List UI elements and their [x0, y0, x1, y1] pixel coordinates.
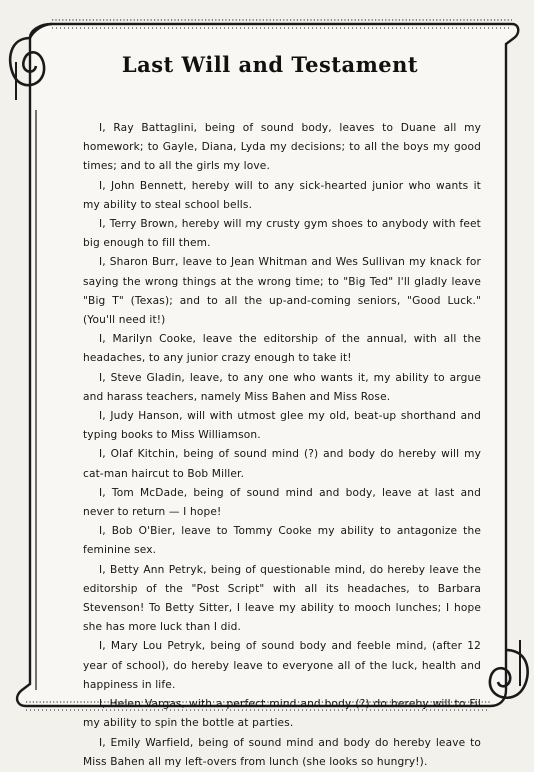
will-paragraph-ray-battaglini: I, Ray Battaglini, being of sound body, leaves to Duane all my homework; to Gayle, Diana, Lyda my decisions; to all the boys my good times; and to all the girls my love. [83, 122, 481, 173]
will-paragraph-mary-lou-petryk: I, Mary Lou Petryk, being of sound body and feeble mind, (after 12 year of school), do hereby leave to everyone all of the luck, health and happiness in life. [83, 640, 481, 691]
will-paragraph-emily-warfield: I, Emily Warfield, being of sound mind and body do hereby leave to Miss Bahen all my left-overs from lunch (she looks so hungry!). [83, 736, 481, 768]
page-title: Last Will and Testament [121, 52, 419, 77]
will-paragraph-sharon-burr: I, Sharon Burr, leave to Jean Whitman and Wes Sullivan my knack for saying the wrong things at the wrong time; to "Big Ted" I'll gladly leave "Big T" (Texas); and to all the up-and-coming seniors, "Good Luck." (You'll need it!) [83, 256, 481, 327]
will-paragraph-helen-vargas: I, Helen Vargas, with a perfect mind and body (?) do hereby will to Fil my ability to spin the bottle at parties. [83, 698, 481, 730]
will-paragraph-steve-gladin: I, Steve Gladin, leave, to any one who wants it, my ability to argue and harass teachers, namely Miss Bahen and Miss Rose. [83, 371, 481, 403]
will-paragraph-betty-ann-petryk: I, Betty Ann Petryk, being of questionable mind, do hereby leave the editorship of the "Post Script" with all its headaches, to Barbara Stevenson! To Betty Sitter, I leave my ability to mooch lunches; I hope she has more luck than I did. [83, 563, 481, 634]
will-paragraph-tom-mcdade: I, Tom McDade, being of sound mind and body, leave at last and never to return — I hope! [83, 486, 481, 519]
will-paragraph-terry-brown: I, Terry Brown, hereby will my crusty gym shoes to anybody with feet big enough to fill them. [83, 218, 481, 250]
will-paragraph-john-bennett: I, John Bennett, hereby will to any sick-hearted junior who wants it my ability to steal school bells. [83, 179, 481, 211]
will-paragraph-marilyn-cooke: I, Marilyn Cooke, leave the editorship of the annual, with all the headaches, to any junior crazy enough to take it! [83, 333, 481, 365]
will-paragraph-olaf-kitchin: I, Olaf Kitchin, being of sound mind (?) and body do hereby will my cat-man haircut to Bob Miller. [83, 448, 481, 480]
will-text-body [83, 119, 481, 772]
will-paragraph-bob-obier: I, Bob O'Bier, leave to Tommy Cooke my ability to antagonize the feminine sex. [83, 525, 481, 557]
will-paragraph-judy-hanson: I, Judy Hanson, will with utmost glee my old, beat-up shorthand and typing books to Miss Williamson. [83, 410, 481, 442]
